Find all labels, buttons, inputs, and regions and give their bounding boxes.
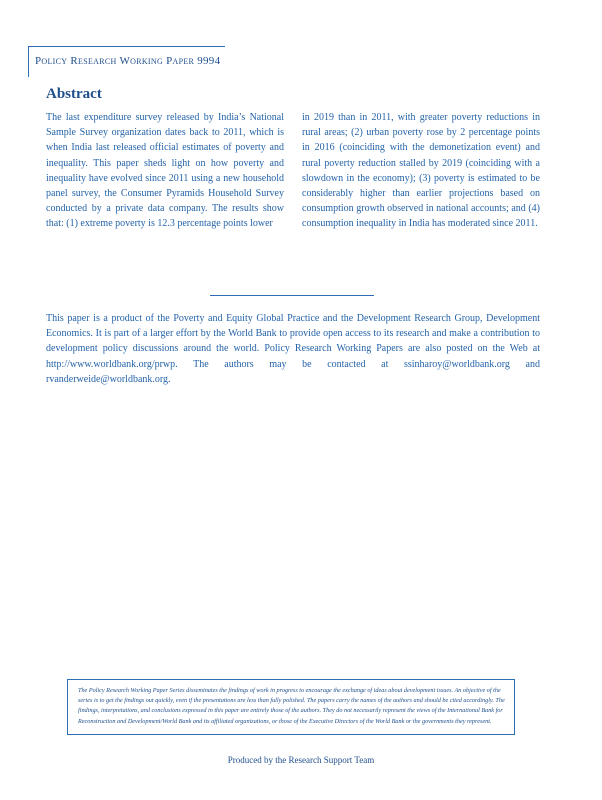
abstract-heading: Abstract: [46, 86, 102, 102]
abstract-column-left: The last expenditure survey released by India’s National Sample Survey organization dates back to 2011, which is when India last released official estimates of poverty and inequality. This paper sheds light on how poverty and inequality have evolved since 2011 using a new household panel survey, the Consumer Pyramids Household Survey conducted by a private data company. The results show that: (1) extreme poverty is 12.3 percentage points lower: [46, 112, 284, 230]
disclaimer-box: [67, 679, 515, 735]
disclaimer-text: The Policy Research Working Paper Series disseminates the findings of work in progress to encourage the exchange of ideas about development issues. An objective of the series is to get the findings out quickly, even if the presentations are less than fully polished. The papers carry the names of the authors and should be cited accordingly. The findings, interpretations, and conclusions expressed in this paper are entirely those of the authors. They do not necessarily represent the views of the International Bank for Reconstruction and Development/World Bank and its affiliated organizations, or those of the Executive Directors of the World Bank or the governments they represent.: [78, 687, 505, 725]
section-divider: [210, 295, 374, 296]
series-header-box: [28, 46, 225, 77]
footer-credit: Produced by the Research Support Team: [227, 755, 375, 765]
series-label: Policy Research Working Paper 9994: [35, 55, 221, 67]
abstract-body: [46, 110, 540, 232]
abstract-column-right: in 2019 than in 2011, with greater poverty reductions in rural areas; (2) urban poverty rose by 2 percentage points in 2016 (coinciding with the demonetization event) and rural poverty reduction stalled by 2019 (coinciding with a slowdown in the economy); (3) poverty is estimated to be considerably higher than earlier projections based on consumption growth observed in national accounts; and (4) consumption inequality in India has moderated since 2011.: [302, 112, 540, 230]
product-note: This paper is a product of the Poverty and Equity Global Practice and the Development Research Group, Development Economics. It is part of a larger effort by the World Bank to provide open access to its research and make a contribution to development policy discussions around the world. Policy Research Working Papers are also posted on the Web at http://www.worldbank.org/prwp. The authors may be contacted at ssinharoy@worldbank.org and rvanderweide@worldbank.org.: [46, 313, 540, 385]
